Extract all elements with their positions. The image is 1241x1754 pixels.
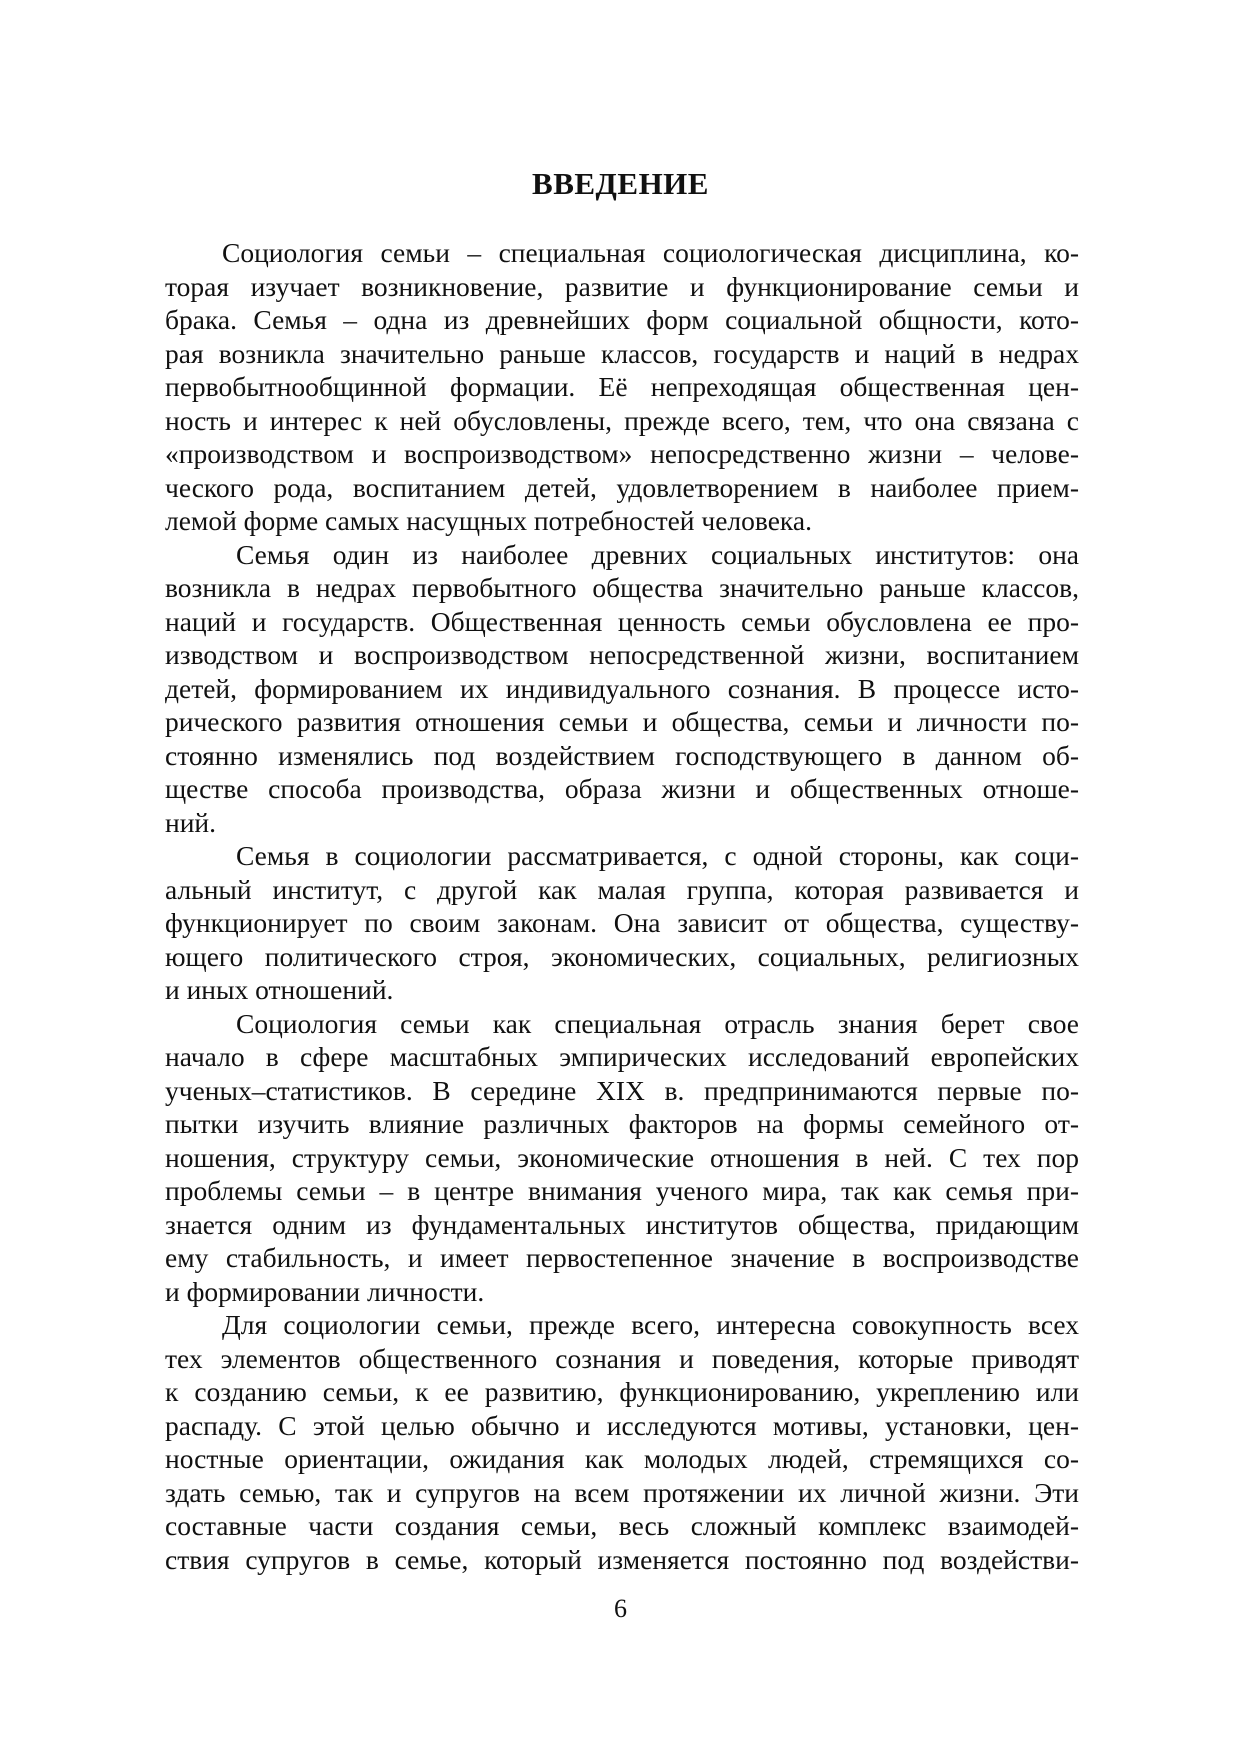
text-line: наций и государств. Общественная ценность семьи обусловлена ее про- — [165, 605, 1079, 637]
text-line: первобытнообщинной формации. Её непреходящая общественная цен- — [165, 371, 1079, 402]
text-line: ществе способа производства, образа жизни и общественных отноше- — [165, 773, 1079, 804]
text-line: Социология семьи как специальная отрасль знания берет свое — [236, 1007, 1079, 1039]
paragraph — [165, 538, 1079, 840]
text-line: «производством и воспроизводством» непосредственно жизни – челове- — [165, 438, 1079, 469]
text-line: рического развития отношения семьи и общества, семьи и личности по- — [165, 706, 1079, 737]
page-number: 6 — [614, 1594, 627, 1623]
text-line: лемой форме самых насущных потребностей человека. — [165, 505, 812, 536]
paragraph — [165, 236, 1079, 538]
text-line: к созданию семьи, к ее развитию, функционированию, укреплению или — [165, 1376, 1079, 1407]
text-line: начало в сфере масштабных эмпирических исследований европейских — [165, 1041, 1079, 1072]
text-line: изводством и воспроизводством непосредственной жизни, воспитанием — [165, 639, 1079, 670]
paragraph — [165, 839, 1079, 1007]
text-line: пытки изучить влияние различных факторов на формы семейного от- — [165, 1108, 1079, 1139]
text-line: торая изучает возникновение, развитие и функционирование семьи и — [165, 270, 1079, 302]
text-line: стоянно изменялись под воздействием господствующего в данном об- — [165, 739, 1079, 771]
paragraph — [165, 1007, 1079, 1309]
text-line: здать семью, так и супругов на всем протяжении их личной жизни. Эти — [165, 1476, 1079, 1508]
text-line: ствия супругов в семье, который изменяется постоянно под воздействи- — [165, 1543, 1079, 1575]
text-line: распаду. С этой целью обычно и исследуются мотивы, установки, цен- — [165, 1409, 1079, 1441]
text-line: ученых–статистиков. В середине XIX в. предпринимаются первые по- — [165, 1074, 1079, 1106]
text-line: и иных отношений. — [165, 974, 394, 1005]
page-title: ВВЕДЕНИЕ — [532, 166, 709, 201]
text-line: рая возникла значительно раньше классов, государств и наций в недрах — [165, 337, 1079, 369]
text-line: ность и интерес к ней обусловлены, прежде всего, тем, что она связана с — [165, 404, 1079, 436]
text-line: проблемы семьи – в центре внимания ученого мира, так как семья при- — [165, 1175, 1079, 1206]
text-line: функционирует по своим законам. Она зависит от общества, существу- — [165, 907, 1079, 938]
text-line: ющего политического строя, экономических, социальных, религиозных — [165, 940, 1079, 972]
text-line: и формировании личности. — [165, 1275, 485, 1307]
text-line: Семья в социологии рассматривается, с одной стороны, как соци- — [236, 840, 1079, 871]
text-line: ношения, структуру семьи, экономические отношения в ней. С тех пор — [165, 1141, 1079, 1173]
text-line: возникла в недрах первобытного общества значительно раньше классов, — [165, 572, 1079, 603]
text-line: Социология семьи – специальная социологическая дисциплина, ко- — [222, 237, 1079, 268]
text-line: тех элементов общественного сознания и поведения, которые приводят — [165, 1342, 1079, 1374]
text-line: Для социологии семьи, прежде всего, интересна совокупность всех — [222, 1309, 1079, 1340]
text-line: знается одним из фундаментальных институтов общества, придающим — [165, 1208, 1079, 1240]
text-line: ему стабильность, и имеет первостепенное значение в воспроизводстве — [165, 1242, 1079, 1273]
text-line: альный институт, с другой как малая группа, которая развивается и — [165, 873, 1079, 905]
text-line: брака. Семья – одна из древнейших форм социальной общности, кото- — [165, 304, 1079, 335]
text-line: детей, формированием их индивидуального сознания. В процессе исто- — [165, 672, 1079, 704]
body-text — [165, 236, 1079, 1576]
text-line: ний. — [165, 806, 217, 838]
paragraph — [165, 1308, 1079, 1576]
text-line: ческого рода, воспитанием детей, удовлетворением в наиболее прием- — [165, 471, 1079, 503]
text-line: Семья один из наиболее древних социальных институтов: она — [236, 538, 1079, 570]
text-line: ностные ориентации, ожидания как молодых людей, стремящихся со- — [165, 1443, 1079, 1474]
text-line: составные части создания семьи, весь сложный комплекс взаимодей- — [165, 1510, 1079, 1541]
